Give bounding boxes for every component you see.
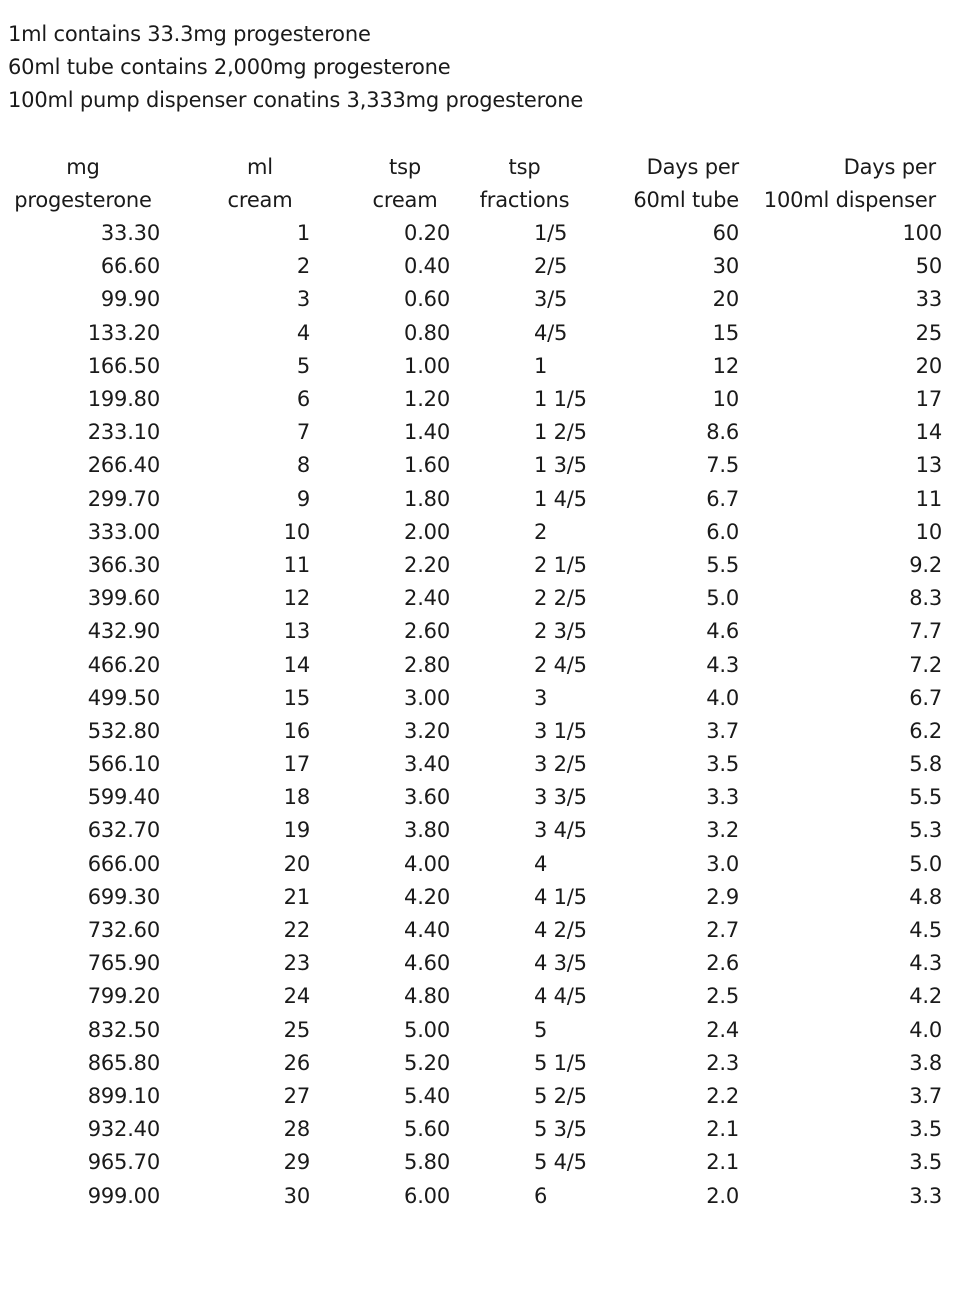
days-per-tube-cell: 2.6 <box>706 951 739 976</box>
mg-progesterone-cell: 566.10 <box>87 752 160 777</box>
dosage-table <box>6 151 942 1213</box>
days-per-tube-cell: 2.9 <box>706 884 739 909</box>
note-line: 100ml pump dispenser conatins 3,333mg progesterone <box>8 88 584 112</box>
days-per-tube-cell: 3.2 <box>706 818 739 843</box>
mg-progesterone-cell: 732.60 <box>87 918 160 943</box>
days-per-dispenser-cell: 3.3 <box>909 1183 942 1208</box>
days-per-dispenser-cell: 7.7 <box>909 619 942 644</box>
mg-progesterone-cell: 765.90 <box>87 951 160 976</box>
mg-progesterone-cell: 799.20 <box>87 984 160 1009</box>
table-row <box>6 980 942 1013</box>
days-per-dispenser-cell: 3.5 <box>909 1150 942 1175</box>
table-row <box>6 715 942 748</box>
days-per-dispenser-cell: 3.8 <box>909 1050 942 1075</box>
mg-progesterone-cell: 499.50 <box>87 685 160 710</box>
days-per-dispenser-cell: 14 <box>915 420 942 445</box>
days-per-tube-cell: 3.5 <box>706 752 739 777</box>
tsp-fraction-cell: 2 3/5 <box>534 619 587 644</box>
mg-progesterone-cell: 199.80 <box>87 387 160 412</box>
table-row <box>6 814 942 847</box>
days-per-tube-cell: 3.7 <box>706 718 739 743</box>
ml-cream-cell: 5 <box>296 353 310 378</box>
tsp-fraction-cell: 3 1/5 <box>534 718 587 743</box>
ml-cream-cell: 16 <box>283 718 310 743</box>
ml-cream-cell: 3 <box>296 287 310 312</box>
tsp-cream-cell: 5.40 <box>404 1083 450 1108</box>
mg-progesterone-cell: 899.10 <box>87 1083 160 1108</box>
days-per-dispenser-cell: 4.0 <box>909 1017 942 1042</box>
tsp-fraction-cell: 1 <box>534 353 548 378</box>
ml-cream-cell: 17 <box>283 752 310 777</box>
ml-cream-cell: 2 <box>296 254 310 279</box>
days-per-dispenser-cell: 20 <box>915 353 942 378</box>
ml-cream-cell: 26 <box>283 1050 310 1075</box>
mg-progesterone-cell: 965.70 <box>87 1150 160 1175</box>
tsp-fraction-cell: 3 2/5 <box>534 752 587 777</box>
tsp-fraction-cell: 3/5 <box>534 287 568 312</box>
days-per-dispenser-cell: 33 <box>915 287 942 312</box>
mg-progesterone-cell: 532.80 <box>87 718 160 743</box>
ml-cream-cell: 10 <box>283 519 310 544</box>
tsp-fraction-cell: 1/5 <box>534 221 568 246</box>
tsp-fraction-cell: 4/5 <box>534 320 568 345</box>
mg-progesterone-cell: 399.60 <box>87 586 160 611</box>
days-per-tube-cell: 2.2 <box>706 1083 739 1108</box>
mg-progesterone-cell: 33.30 <box>100 221 160 246</box>
tsp-fraction-cell: 2 <box>534 519 548 544</box>
table-row <box>6 449 942 482</box>
days-per-tube-cell: 5.5 <box>706 552 739 577</box>
days-per-tube-cell: 4.6 <box>706 619 739 644</box>
days-per-dispenser-cell: 9.2 <box>909 552 942 577</box>
tsp-cream-cell: 5.20 <box>404 1050 450 1075</box>
ml-cream-cell: 8 <box>296 453 310 478</box>
header-mg-progesterone: mg progesterone <box>14 155 152 212</box>
tsp-cream-cell: 6.00 <box>404 1183 450 1208</box>
days-per-dispenser-cell: 4.5 <box>909 918 942 943</box>
tsp-cream-cell: 1.80 <box>404 486 450 511</box>
days-per-dispenser-cell: 6.2 <box>909 718 942 743</box>
mg-progesterone-cell: 832.50 <box>87 1017 160 1042</box>
tsp-cream-cell: 5.60 <box>404 1117 450 1142</box>
table-row <box>6 881 942 914</box>
tsp-fraction-cell: 2/5 <box>534 254 568 279</box>
days-per-tube-cell: 3.0 <box>706 851 739 876</box>
ml-cream-cell: 20 <box>283 851 310 876</box>
table-body <box>6 217 942 1213</box>
days-per-tube-cell: 7.5 <box>706 453 739 478</box>
tsp-cream-cell: 2.40 <box>404 586 450 611</box>
ml-cream-cell: 14 <box>283 652 310 677</box>
tsp-cream-cell: 0.40 <box>404 254 450 279</box>
table-row <box>6 1113 942 1146</box>
days-per-dispenser-cell: 50 <box>915 254 942 279</box>
table-row <box>6 648 942 681</box>
table-row <box>6 1047 942 1080</box>
tsp-cream-cell: 1.00 <box>404 353 450 378</box>
note-line: 1ml contains 33.3mg progesterone <box>8 22 371 46</box>
table-row <box>6 383 942 416</box>
days-per-tube-cell: 6.0 <box>706 519 739 544</box>
mg-progesterone-cell: 932.40 <box>87 1117 160 1142</box>
days-per-dispenser-cell: 5.8 <box>909 752 942 777</box>
header-tsp-fractions: tsp fractions <box>479 155 570 212</box>
days-per-dispenser-cell: 11 <box>915 486 942 511</box>
tsp-cream-cell: 4.40 <box>404 918 450 943</box>
table-row <box>6 615 942 648</box>
tsp-fraction-cell: 5 2/5 <box>534 1083 587 1108</box>
header-ml-cream: ml cream <box>227 155 293 212</box>
table-row <box>6 283 942 316</box>
table-row <box>6 947 942 980</box>
tsp-fraction-cell: 4 1/5 <box>534 884 587 909</box>
tsp-cream-cell: 3.60 <box>404 785 450 810</box>
mg-progesterone-cell: 366.30 <box>87 552 160 577</box>
tsp-cream-cell: 1.40 <box>404 420 450 445</box>
tsp-fraction-cell: 2 1/5 <box>534 552 587 577</box>
table-row <box>6 748 942 781</box>
tsp-fraction-cell: 2 2/5 <box>534 586 587 611</box>
mg-progesterone-cell: 133.20 <box>87 320 160 345</box>
mg-progesterone-cell: 166.50 <box>87 353 160 378</box>
tsp-cream-cell: 3.80 <box>404 818 450 843</box>
days-per-dispenser-cell: 7.2 <box>909 652 942 677</box>
ml-cream-cell: 6 <box>296 387 310 412</box>
tsp-cream-cell: 5.00 <box>404 1017 450 1042</box>
mg-progesterone-cell: 666.00 <box>87 851 160 876</box>
header-row <box>6 151 942 217</box>
table-row <box>6 317 942 350</box>
days-per-dispenser-cell: 4.2 <box>909 984 942 1009</box>
days-per-tube-cell: 30 <box>712 254 739 279</box>
ml-cream-cell: 21 <box>283 884 310 909</box>
table-row <box>6 549 942 582</box>
table-row <box>6 483 942 516</box>
mg-progesterone-cell: 99.90 <box>100 287 160 312</box>
mg-progesterone-cell: 632.70 <box>87 818 160 843</box>
mg-progesterone-cell: 999.00 <box>87 1183 160 1208</box>
table-row <box>6 1179 942 1212</box>
ml-cream-cell: 12 <box>283 586 310 611</box>
days-per-dispenser-cell: 4.3 <box>909 951 942 976</box>
tsp-cream-cell: 2.20 <box>404 552 450 577</box>
tsp-cream-cell: 3.40 <box>404 752 450 777</box>
ml-cream-cell: 27 <box>283 1083 310 1108</box>
ml-cream-cell: 28 <box>283 1117 310 1142</box>
days-per-tube-cell: 4.3 <box>706 652 739 677</box>
days-per-tube-cell: 2.4 <box>706 1017 739 1042</box>
ml-cream-cell: 29 <box>283 1150 310 1175</box>
tsp-cream-cell: 4.60 <box>404 951 450 976</box>
tsp-fraction-cell: 4 <box>534 851 548 876</box>
tsp-cream-cell: 4.20 <box>404 884 450 909</box>
days-per-tube-cell: 2.3 <box>706 1050 739 1075</box>
tsp-cream-cell: 0.20 <box>404 221 450 246</box>
days-per-dispenser-cell: 5.5 <box>909 785 942 810</box>
table-row <box>6 250 942 283</box>
ml-cream-cell: 22 <box>283 918 310 943</box>
ml-cream-cell: 19 <box>283 818 310 843</box>
ml-cream-cell: 7 <box>296 420 310 445</box>
ml-cream-cell: 25 <box>283 1017 310 1042</box>
days-per-tube-cell: 2.1 <box>706 1150 739 1175</box>
tsp-cream-cell: 2.60 <box>404 619 450 644</box>
tsp-fraction-cell: 3 3/5 <box>534 785 587 810</box>
table-row <box>6 781 942 814</box>
days-per-tube-cell: 20 <box>712 287 739 312</box>
days-per-dispenser-cell: 100 <box>902 221 942 246</box>
table-row <box>6 416 942 449</box>
mg-progesterone-cell: 432.90 <box>87 619 160 644</box>
tsp-fraction-cell: 4 4/5 <box>534 984 587 1009</box>
days-per-tube-cell: 2.5 <box>706 984 739 1009</box>
mg-progesterone-cell: 233.10 <box>87 420 160 445</box>
header-tsp-cream: tsp cream <box>372 155 438 212</box>
mg-progesterone-cell: 466.20 <box>87 652 160 677</box>
tsp-fraction-cell: 4 3/5 <box>534 951 587 976</box>
tsp-cream-cell: 0.60 <box>404 287 450 312</box>
ml-cream-cell: 15 <box>283 685 310 710</box>
tsp-fraction-cell: 5 1/5 <box>534 1050 587 1075</box>
mg-progesterone-cell: 66.60 <box>100 254 160 279</box>
table-row <box>6 914 942 947</box>
mg-progesterone-cell: 865.80 <box>87 1050 160 1075</box>
days-per-dispenser-cell: 4.8 <box>909 884 942 909</box>
days-per-tube-cell: 12 <box>712 353 739 378</box>
table-row <box>6 848 942 881</box>
table-row <box>6 516 942 549</box>
days-per-tube-cell: 5.0 <box>706 586 739 611</box>
mg-progesterone-cell: 333.00 <box>87 519 160 544</box>
days-per-dispenser-cell: 17 <box>915 387 942 412</box>
days-per-dispenser-cell: 5.3 <box>909 818 942 843</box>
tsp-fraction-cell: 2 4/5 <box>534 652 587 677</box>
days-per-tube-cell: 2.0 <box>706 1183 739 1208</box>
days-per-tube-cell: 2.1 <box>706 1117 739 1142</box>
tsp-cream-cell: 5.80 <box>404 1150 450 1175</box>
mg-progesterone-cell: 699.30 <box>87 884 160 909</box>
tsp-fraction-cell: 1 1/5 <box>534 387 587 412</box>
tsp-cream-cell: 2.80 <box>404 652 450 677</box>
ml-cream-cell: 23 <box>283 951 310 976</box>
days-per-tube-cell: 2.7 <box>706 918 739 943</box>
table-row <box>6 1146 942 1179</box>
ml-cream-cell: 18 <box>283 785 310 810</box>
tsp-fraction-cell: 5 4/5 <box>534 1150 587 1175</box>
tsp-cream-cell: 4.00 <box>404 851 450 876</box>
days-per-dispenser-cell: 25 <box>915 320 942 345</box>
tsp-fraction-cell: 5 <box>534 1017 548 1042</box>
days-per-tube-cell: 6.7 <box>706 486 739 511</box>
header-days-per-dispenser: Days per 100ml dispenser <box>763 155 936 212</box>
ml-cream-cell: 30 <box>283 1183 310 1208</box>
tsp-fraction-cell: 3 <box>534 685 548 710</box>
days-per-tube-cell: 60 <box>712 221 739 246</box>
days-per-dispenser-cell: 13 <box>915 453 942 478</box>
days-per-dispenser-cell: 5.0 <box>909 851 942 876</box>
tsp-fraction-cell: 1 3/5 <box>534 453 587 478</box>
days-per-dispenser-cell: 6.7 <box>909 685 942 710</box>
mg-progesterone-cell: 599.40 <box>87 785 160 810</box>
table-row <box>6 1080 942 1113</box>
days-per-dispenser-cell: 3.5 <box>909 1117 942 1142</box>
notes-block <box>8 18 583 117</box>
note-line: 60ml tube contains 2,000mg progesterone <box>8 55 451 79</box>
ml-cream-cell: 9 <box>296 486 310 511</box>
mg-progesterone-cell: 299.70 <box>87 486 160 511</box>
days-per-tube-cell: 15 <box>712 320 739 345</box>
tsp-fraction-cell: 6 <box>534 1183 548 1208</box>
tsp-cream-cell: 1.60 <box>404 453 450 478</box>
tsp-cream-cell: 3.20 <box>404 718 450 743</box>
ml-cream-cell: 1 <box>296 221 310 246</box>
table-row <box>6 582 942 615</box>
days-per-dispenser-cell: 10 <box>915 519 942 544</box>
tsp-cream-cell: 1.20 <box>404 387 450 412</box>
table-row <box>6 682 942 715</box>
header-days-per-tube: Days per 60ml tube <box>633 155 739 212</box>
ml-cream-cell: 13 <box>283 619 310 644</box>
days-per-tube-cell: 8.6 <box>706 420 739 445</box>
tsp-fraction-cell: 1 2/5 <box>534 420 587 445</box>
table-row <box>6 350 942 383</box>
tsp-fraction-cell: 1 4/5 <box>534 486 587 511</box>
tsp-cream-cell: 4.80 <box>404 984 450 1009</box>
days-per-tube-cell: 3.3 <box>706 785 739 810</box>
tsp-fraction-cell: 3 4/5 <box>534 818 587 843</box>
tsp-fraction-cell: 5 3/5 <box>534 1117 587 1142</box>
table-row <box>6 217 942 250</box>
days-per-dispenser-cell: 3.7 <box>909 1083 942 1108</box>
ml-cream-cell: 4 <box>296 320 310 345</box>
table-row <box>6 1014 942 1047</box>
ml-cream-cell: 11 <box>283 552 310 577</box>
tsp-cream-cell: 3.00 <box>404 685 450 710</box>
tsp-fraction-cell: 4 2/5 <box>534 918 587 943</box>
tsp-cream-cell: 2.00 <box>404 519 450 544</box>
mg-progesterone-cell: 266.40 <box>87 453 160 478</box>
days-per-dispenser-cell: 8.3 <box>909 586 942 611</box>
tsp-cream-cell: 0.80 <box>404 320 450 345</box>
ml-cream-cell: 24 <box>283 984 310 1009</box>
days-per-tube-cell: 10 <box>712 387 739 412</box>
days-per-tube-cell: 4.0 <box>706 685 739 710</box>
